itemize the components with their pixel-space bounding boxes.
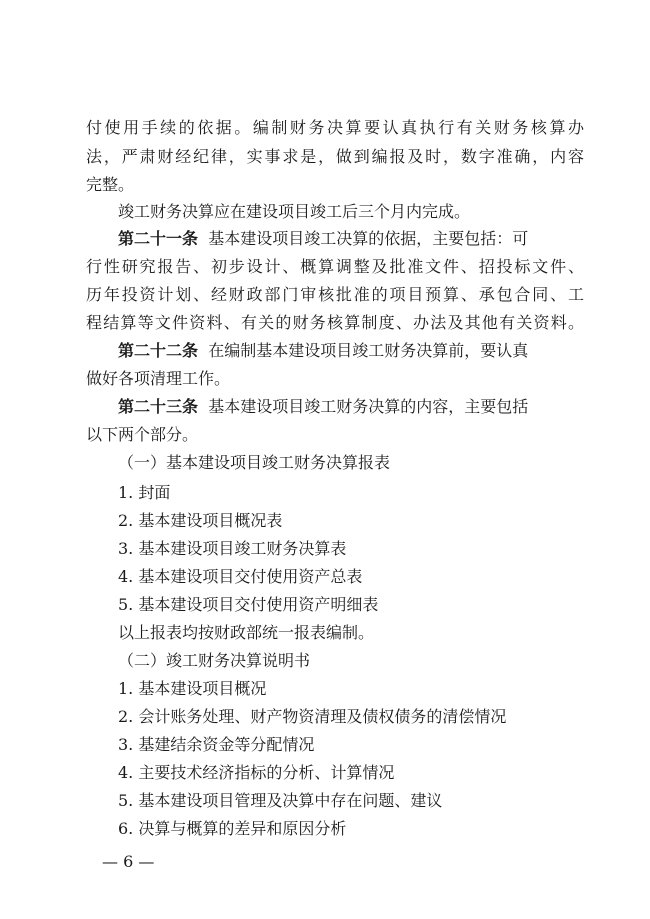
section-2-heading: （二）竣工财务决算说明书 [118, 651, 311, 670]
body-text-line: 完整。 [86, 175, 135, 194]
body-text-line: 法，严肃财经纪律，实事求是，做到编报及时，数字准确，内容 [86, 147, 584, 166]
section-1-note: 以上报表均按财政部统一报表编制。 [118, 623, 375, 642]
article-22-first-line: 第二十二条 在编制基本建设项目竣工财务决算前，要认真 [118, 341, 529, 360]
body-text-line: 做好各项清理工作。 [86, 369, 231, 388]
list-item: 4. 基本建设项目交付使用资产总表 [118, 567, 363, 586]
list-item: 5. 基本建设项目交付使用资产明细表 [118, 595, 379, 614]
body-text-line: 竣工财务决算应在建设项目竣工后三个月内完成。 [118, 202, 471, 221]
body-text-line: 行性研究报告、初步设计、概算调整及批准文件、招投标文件、 [86, 257, 584, 276]
list-item: 2. 会计账务处理、财产物资清理及债权债务的清偿情况 [118, 707, 507, 726]
body-text-line: 历年投资计划、经财政部门审核批准的项目预算、承包合同、工 [86, 285, 584, 304]
article-21-first-line: 第二十一条 基本建设项目竣工决算的依据，主要包括：可 [118, 229, 529, 248]
article-23-first-line: 第二十三条 基本建设项目竣工财务决算的内容，主要包括 [118, 397, 529, 416]
list-item: 1. 基本建设项目概况 [118, 679, 267, 698]
article-22-title: 第二十二条 [118, 341, 199, 360]
article-23-title: 第二十三条 [118, 397, 199, 416]
list-item: 1. 封面 [118, 483, 171, 502]
list-item: 6. 决算与概算的差异和原因分析 [118, 819, 347, 838]
body-text-line: 付使用手续的依据。编制财务决算要认真执行有关财务核算办 [86, 118, 584, 137]
section-1-heading: （一）基本建设项目竣工财务决算报表 [118, 453, 391, 472]
body-text-line: 程结算等文件资料、有关的财务核算制度、办法及其他有关资料。 [86, 313, 584, 332]
article-21-title: 第二十一条 [118, 229, 199, 248]
list-item: 5. 基本建设项目管理及决算中存在问题、建议 [118, 791, 443, 810]
list-item: 3. 基建结余资金等分配情况 [118, 735, 315, 754]
list-item: 4. 主要技术经济指标的分析、计算情况 [118, 763, 395, 782]
body-text-line: 以下两个部分。 [86, 425, 199, 444]
list-item: 3. 基本建设项目竣工财务决算表 [118, 539, 347, 558]
page-number: — 6 — [102, 852, 155, 871]
list-item: 2. 基本建设项目概况表 [118, 511, 283, 530]
